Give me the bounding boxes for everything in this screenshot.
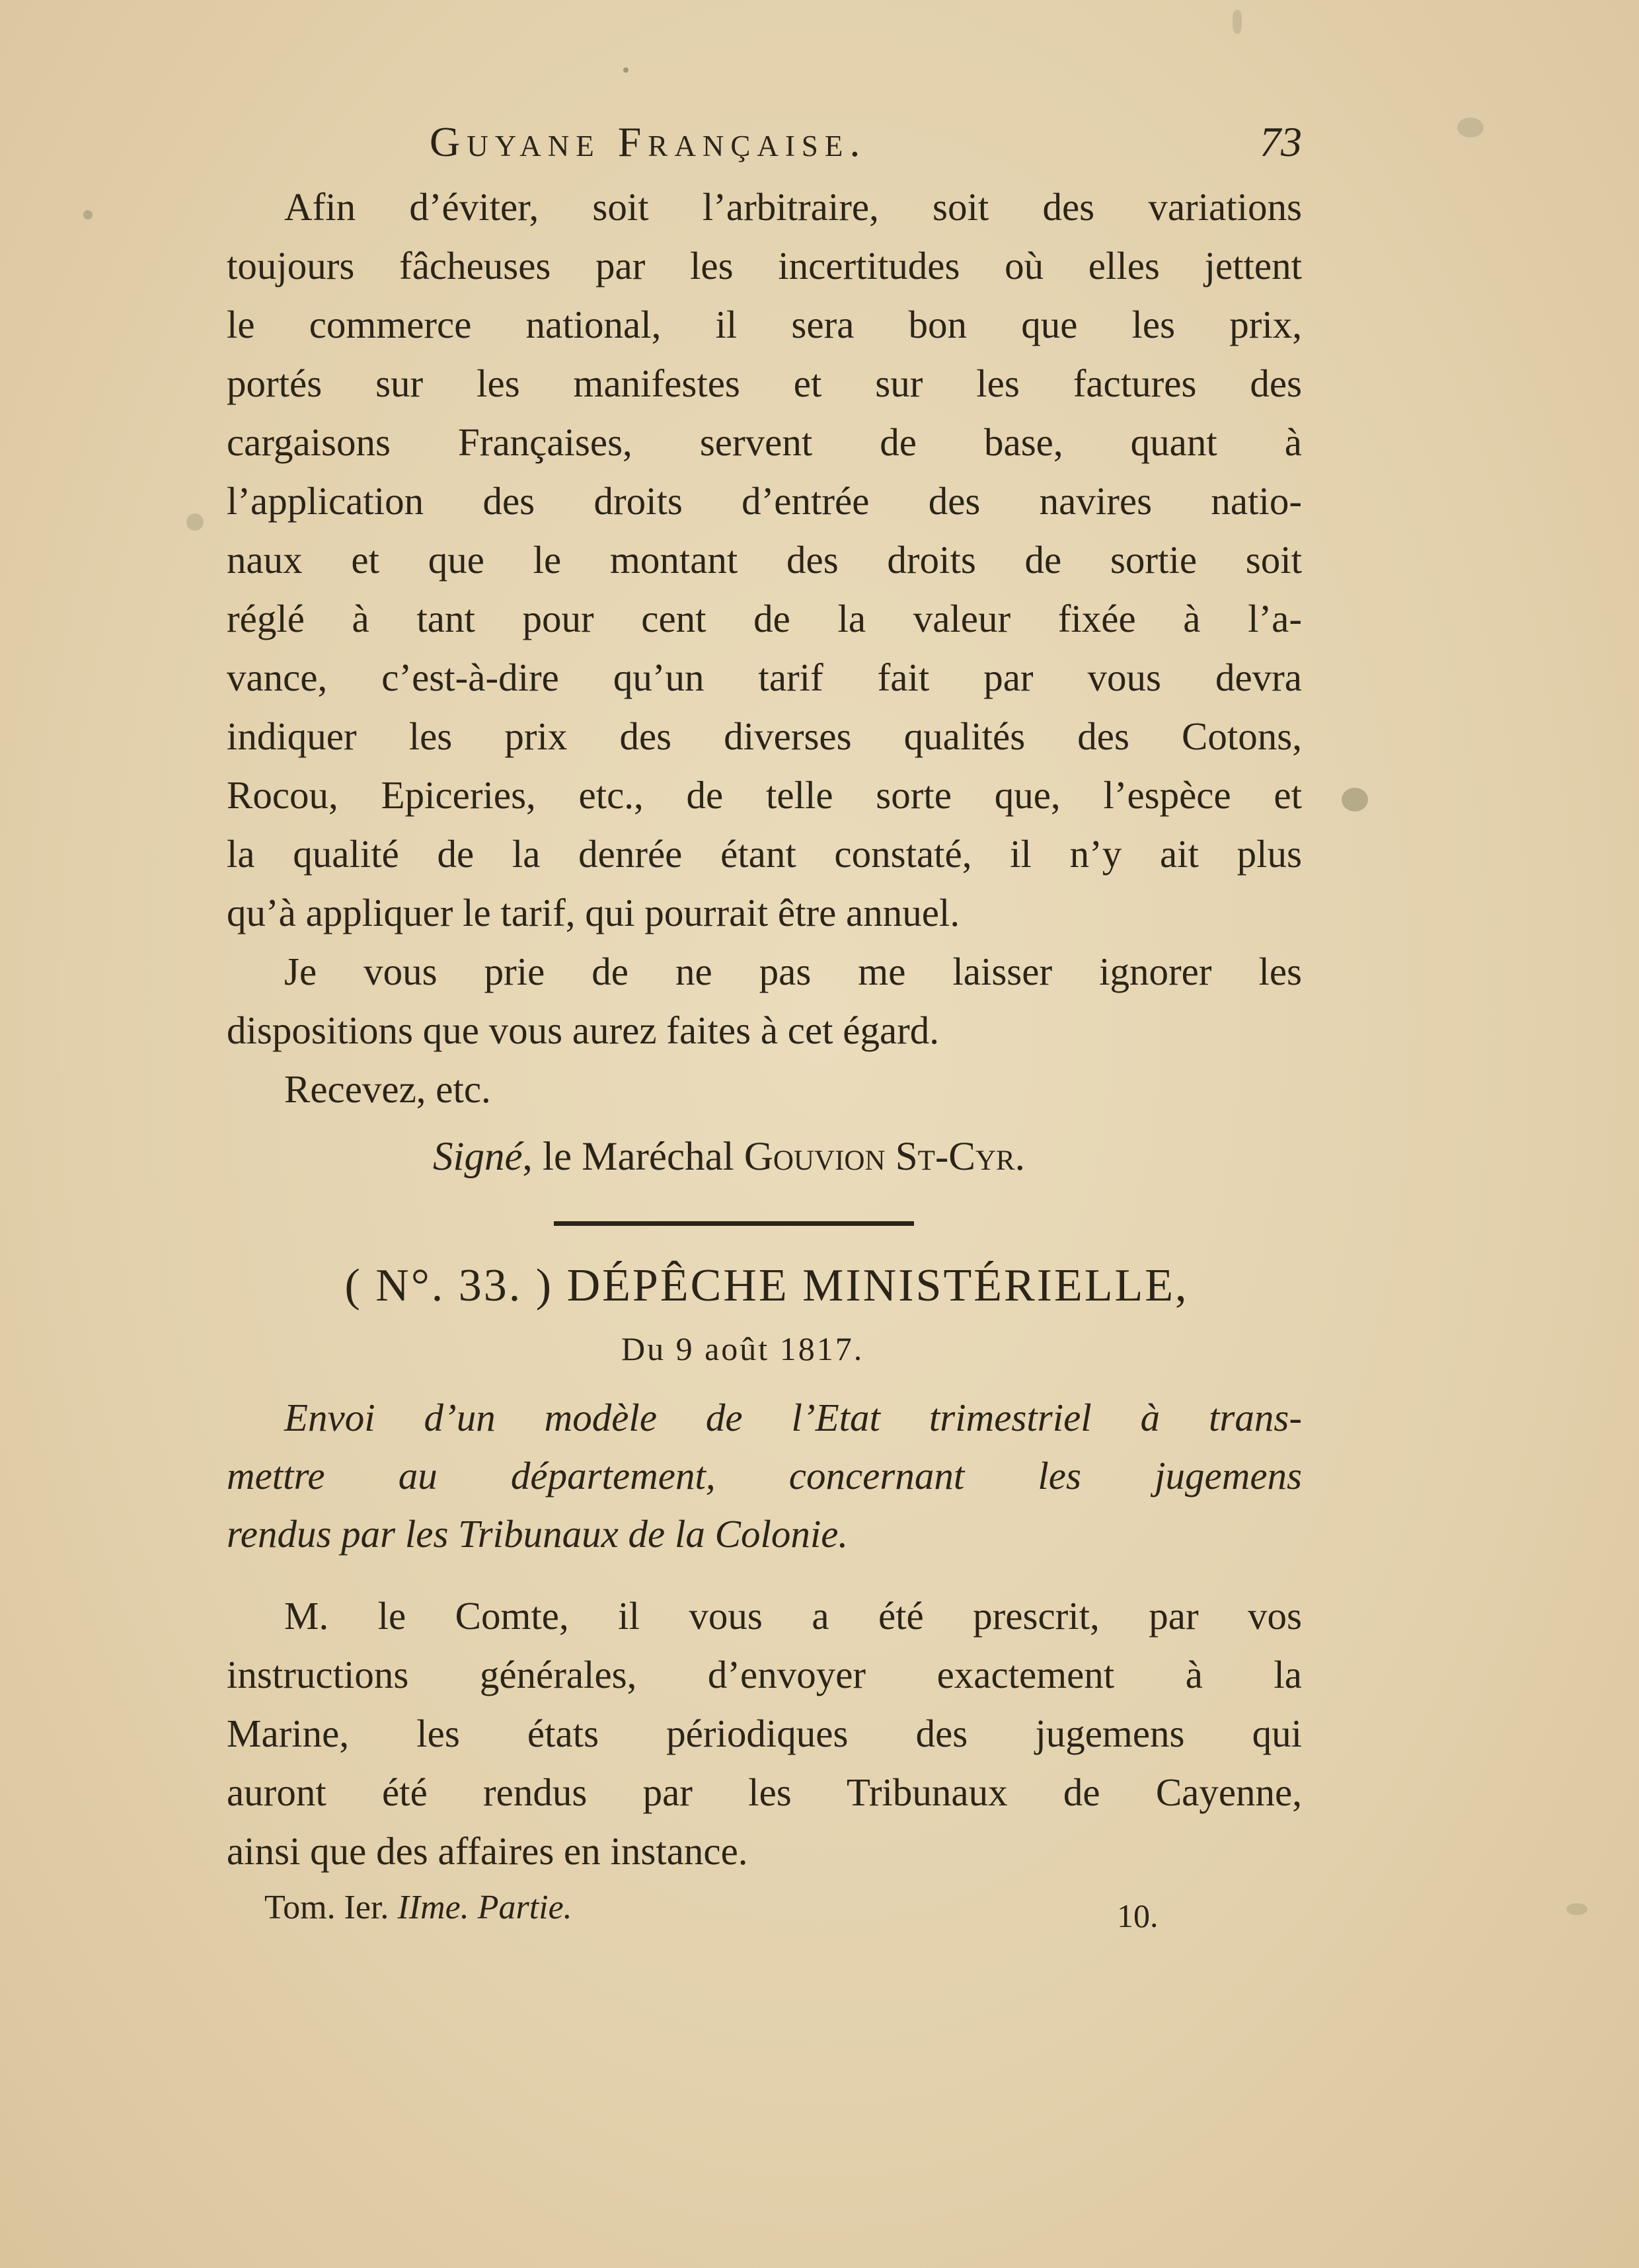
body-line: vance, c’est-à-dire qu’un tarif fait par vous devra xyxy=(227,656,1302,699)
foxing-spot xyxy=(1342,788,1368,812)
body-line: Recevez, etc. xyxy=(284,1067,491,1111)
body-line: indiquer les prix des diverses qualités des Cotons, xyxy=(227,714,1302,758)
body-line: toujours fâcheuses par les incertitudes où elles jettent xyxy=(227,244,1302,287)
body-line: le commerce national, il sera bon que les prix, xyxy=(227,303,1302,346)
foxing-spot xyxy=(623,67,629,73)
summary-line: rendus par les Tribunaux de la Colonie. xyxy=(227,1512,849,1556)
section-divider xyxy=(554,1221,914,1226)
body-line: cargaisons Françaises, servent de base, quant à xyxy=(227,420,1302,464)
section-body-line: M. le Comte, il vous a été prescrit, par vos xyxy=(284,1594,1302,1638)
body-line: qu’à appliquer le tarif, qui pourrait être annuel. xyxy=(227,891,960,934)
foxing-spot xyxy=(83,210,93,219)
running-head xyxy=(423,118,1309,170)
section-date: Du 9 août 1817. xyxy=(621,1330,864,1367)
section-heading: ( N°. 33. ) DÉPÊCHE MINISTÉRIELLE, xyxy=(344,1260,1189,1311)
body-line: Je vous prie de ne pas me laisser ignorer les xyxy=(284,950,1302,993)
section-body-line: auront été rendus par les Tribunaux de Cayenne, xyxy=(227,1770,1302,1814)
section-body-line: Marine, les états périodiques des jugemens qui xyxy=(227,1712,1302,1755)
foxing-spot xyxy=(1566,1903,1587,1915)
volume-footer xyxy=(264,1888,572,1927)
body-line: dispositions que vous aurez faites à cet égard. xyxy=(227,1008,940,1052)
signature-label: Signé xyxy=(433,1135,523,1179)
foxing-spot xyxy=(1233,10,1242,34)
volume-partie: IIme. Partie. xyxy=(397,1889,572,1926)
volume-tome: Tom. Ier. xyxy=(264,1889,389,1926)
foxing-spot xyxy=(1457,118,1484,137)
signature-mark: 10. xyxy=(1117,1897,1159,1934)
foxing-spot xyxy=(186,513,204,531)
summary-line: mettre au département, concernant les jugemens xyxy=(227,1454,1302,1497)
body-line: portés sur les manifestes et sur les factures des xyxy=(227,361,1302,405)
body-line: Afin d’éviter, soit l’arbitraire, soit des variations xyxy=(284,185,1302,229)
page-number: 73 xyxy=(1260,118,1302,165)
body-line: réglé à tant pour cent de la valeur fixée à l’a- xyxy=(227,597,1302,640)
body-line: Rocou, Epiceries, etc., de telle sorte que, l’espèce et xyxy=(227,773,1302,817)
running-title: Guyane Française. xyxy=(430,118,867,165)
body-line: l’application des droits d’entrée des navires natio- xyxy=(227,479,1302,523)
summary-line: Envoi d’un modèle de l’Etat trimestriel à trans- xyxy=(284,1396,1302,1439)
section-body-line: instructions générales, d’envoyer exactement à la xyxy=(227,1653,1302,1696)
signature xyxy=(433,1134,1025,1180)
body-line: la qualité de la denrée étant constaté, il n’y ait plus xyxy=(227,832,1302,876)
section-body-line: ainsi que des affaires en instance. xyxy=(227,1829,748,1873)
signature-text: , le Maréchal xyxy=(522,1135,734,1179)
body-line: naux et que le montant des droits de sortie soit xyxy=(227,538,1302,582)
signature-name: Gouvion St-Cyr. xyxy=(743,1135,1025,1179)
